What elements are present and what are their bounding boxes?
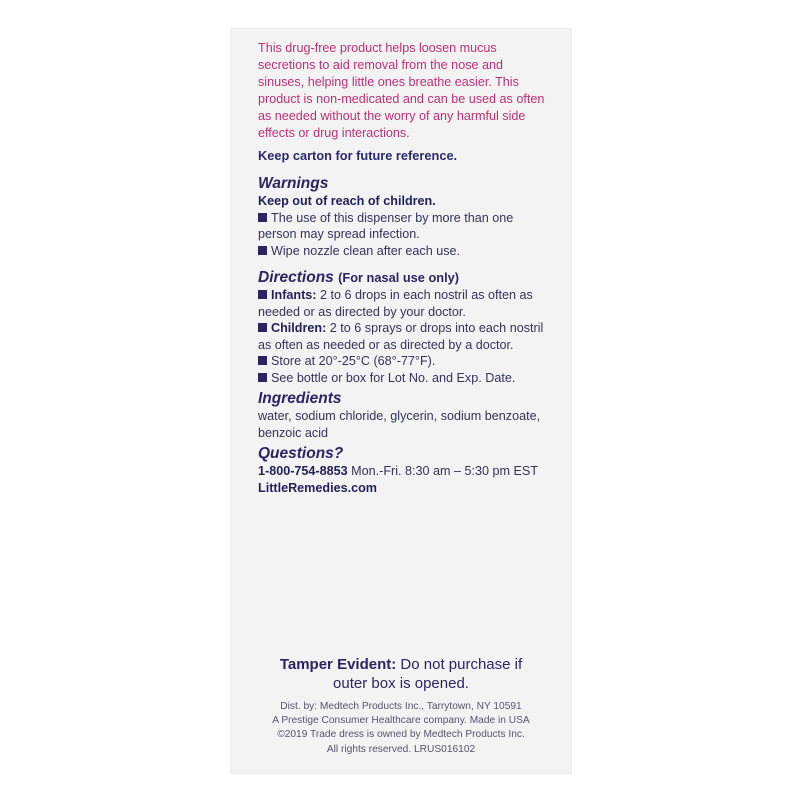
distributor-line: Dist. by: Medtech Products Inc., Tarrytown, NY 10591 xyxy=(280,701,522,712)
store-text: Store at 20°-25°C (68°-77°F). xyxy=(271,354,436,368)
intro-line: as needed without the worry of any harmful side xyxy=(258,109,526,123)
lot-text: See bottle or box for Lot No. and Exp. Date. xyxy=(271,370,516,385)
square-bullet-icon xyxy=(258,246,267,255)
directions-heading xyxy=(258,269,564,287)
children-text: 2 to 6 sprays or drops into each nostril xyxy=(326,321,544,335)
ingredients-section xyxy=(258,390,564,441)
intro-paragraph xyxy=(258,40,564,142)
infants-label: Infants: xyxy=(271,288,317,302)
directions-section xyxy=(258,269,564,386)
directions-title: Directions xyxy=(258,269,334,286)
warning-item xyxy=(258,243,564,260)
label-panel xyxy=(230,28,572,774)
questions-section xyxy=(258,445,564,496)
warning-text: Wipe nozzle clean after each use. xyxy=(271,243,461,258)
ingredients-text: benzoic acid xyxy=(258,425,329,440)
children-label: Children: xyxy=(271,321,327,335)
questions-heading: Questions? xyxy=(258,445,344,462)
direction-item xyxy=(258,320,564,337)
phone-number: 1-800-754-8853 xyxy=(258,464,348,478)
intro-line: effects or drug interactions. xyxy=(258,126,410,140)
distributor-line: ©2019 Trade dress is owned by Medtech Products Inc. xyxy=(277,729,525,741)
warning-item xyxy=(258,210,564,227)
direction-item xyxy=(258,370,564,387)
phone-hours: Mon.-Fri. 8:30 am – 5:30 pm EST xyxy=(347,464,539,478)
square-bullet-icon xyxy=(258,213,267,222)
square-bullet-icon xyxy=(258,356,267,365)
ingredients-text: water, sodium chloride, glycerin, sodium benzoate, xyxy=(258,409,541,423)
intro-line: This drug-free product helps loosen mucus xyxy=(258,41,497,55)
tamper-evident-notice xyxy=(230,655,572,693)
direction-item xyxy=(258,287,564,304)
distributor-line: All rights reserved. LRUS016102 xyxy=(326,743,476,755)
label-content xyxy=(258,40,564,496)
tamper-label: Tamper Evident: xyxy=(279,656,397,673)
intro-line: secretions to aid removal from the nose and xyxy=(258,58,504,72)
direction-item-cont: as often as needed or as directed by a doctor. xyxy=(258,337,514,352)
distributor-info xyxy=(230,700,572,757)
warning-item-cont: person may spread infection. xyxy=(258,227,420,241)
tamper-line xyxy=(230,655,572,674)
directions-subheading: (For nasal use only) xyxy=(338,270,460,285)
ingredients-heading: Ingredients xyxy=(258,390,342,407)
square-bullet-icon xyxy=(258,373,267,382)
tamper-text: Do not purchase if xyxy=(396,656,523,673)
distributor-line: A Prestige Consumer Healthcare company. Made in USA xyxy=(272,715,530,727)
square-bullet-icon xyxy=(258,323,267,332)
website-text: LittleRemedies.com xyxy=(258,480,377,495)
intro-line: sinuses, helping little ones breathe easier. This xyxy=(258,75,519,89)
warning-text: The use of this dispenser by more than one xyxy=(271,210,514,225)
direction-item xyxy=(258,353,564,370)
square-bullet-icon xyxy=(258,290,267,299)
tamper-line: outer box is opened. xyxy=(333,675,469,692)
phone-line xyxy=(258,463,564,480)
keep-out-of-reach: Keep out of reach of children. xyxy=(258,194,436,208)
infants-text: 2 to 6 drops in each nostril as often as xyxy=(316,288,533,302)
keep-carton-note: Keep carton for future reference. xyxy=(258,148,458,163)
intro-line: product is non-medicated and can be used as often xyxy=(258,92,545,106)
warnings-heading: Warnings xyxy=(258,175,329,192)
warnings-section xyxy=(258,175,564,259)
direction-item-cont: needed or as directed by your doctor. xyxy=(258,304,466,319)
